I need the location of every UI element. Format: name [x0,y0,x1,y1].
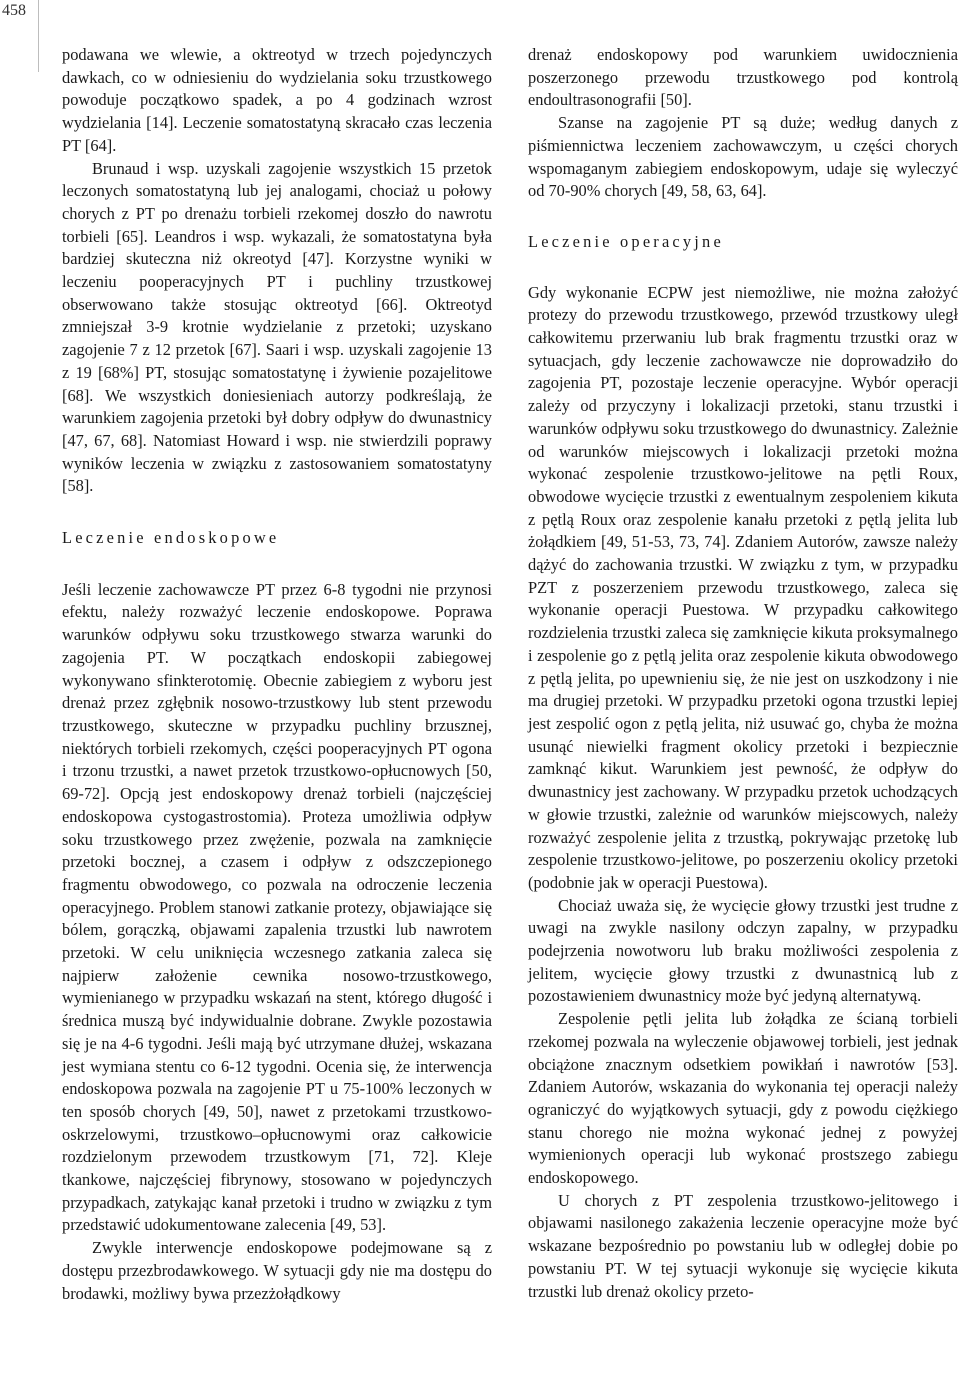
left-paragraph-2: Brunaud i wsp. uzyskali zagojenie wszystkich 15 przetok leczonych somatostatyną lub jej analogami, chociaż u połowy chorych z PT po drenażu torbieli rzekomej doszło do nawrotu torbieli [65]. Leandros i wsp. wykazali, że somatostatyna była bardziej skuteczna niż okreotyd [47]. Korzystne wyniki w leczeniu pooperacyjnych PT i puchliny trzustkowej obserwowano także stosując oktreotyd [66]. Oktreotyd zmniejszał 3-9 krotnie wydzielanie z przetoki; uzyskano zagojenie 7 z 12 przetok [67]. Saari i wsp. uzyskali zagojenie 13 z 19 [68%] PT, stosując somatostatynę i żywienie pozajelitowe [68]. We wszystkich doniesieniach autorzy podkreślają, że warunkiem zagojenia przetoki był dobry odpływ do dwunastnicy [47, 67, 68]. Natomiast Howard i wsp. nie stwierdzili poprawy wyników leczenia w związku z zastosowaniem somatostatyny [58]. [62,158,492,496]
left-paragraph-3: Jeśli leczenie zachowawcze PT przez 6-8 tygodni nie przynosi efektu, należy rozważyć leczenie endoskopowe. Poprawa warunków odpływu soku trzustkowego stwarza warunki do zagojenia PT. W początkach endoskopii zabiegowej wykonywano sfinkterotomię. Obecnie zabiegiem z wyboru jest drenaż przez zgłębnik nosowo-trzustkowy lub stent przewodu trzustkowego, skuteczne w przypadku puchliny brzusznej, niektórych torbieli rzekomych, części pooperacyjnych PT ogona i trzonu trzustki, a nawet przetok trzustkowo-opłucnowych [50, 69-72]. Opcją jest endoskopowy drenaż torbieli (najczęściej endoskopowa cystogastrostomia). Proteza umożliwia odpływ soku trzustkowego przez zwężenie, pozwala na zamknięcie przetoki bocznej, a czasem i odpływ z odszczepionego fragmentu obwodowego, co pozwala na odroczenie leczenia operacyjnego. Problem stanowi zatkanie protezy, objawiające się bólem, gorączką, objawami zapalenia trzustki lub nawrotem przetoki. W celu uniknięcia wczesnego zatkania zaleca się najpierw założenie cewnika nosowo-trzustkowego, wymienianego w przypadku wskazań na stent, którego długość i średnica muszą być indywidualnie dobrane. Zwykle pozostawia się je na 4-6 tygodni. Jeśli mają być utrzymane dłużej, wskazana jest wymiana stentu co 6-12 tygodni. Ocenia się, że interwencja endoskopowa pozwala na zagojenie PT u 75-100% leczonych w ten sposób chorych [49, 50], nawet z przetokami trzustkowo-oskrzelowymi, trzustkowo–opłucnowymi oraz całkowicie rozdzielonym przewodem trzustkowym [71, 72]. Kleje tkankowe, najczęściej fibrynowy, stosowano w pojedynczych przypadkach, zatykając kanał przetoki i trudno w związku z tym przedstawić udokumentowane zalecenia [49, 53]. [62,579,492,1235]
right-column [528,44,958,1303]
left-paragraph-1: podawana we wlewie, a oktreotyd w trzech pojedynczych dawkach, co w odniesieniu do wydzielania soku trzustkowego powoduje początkowo spadek, a po 4 godzinach wzrost wydzielania [14]. Leczenie somatostatyną skracało czas leczenia PT [64]. [62,45,492,155]
right-paragraph-3: Gdy wykonanie ECPW jest niemożliwe, nie można założyć protezy do przewodu trzustkowego, przewód trzustkowy uległ całkowitemu przerwaniu lub brak fragmentu trzustki oraz w sytuacjach, gdy leczenie zachowawcze nie doprowadziło do zagojenia PT, pozostaje leczenie operacyjne. Wybór operacji zależy od przyczyny i lokalizacji przetoki, stanu trzustki i warunków odpływu soku trzustkowego do dwunastnicy. Zależnie od warunków miejscowych i lokalizacji przetoki można wykonać zespolenie trzustkowo-jelitowe na pętli Roux, obwodowe wycięcie trzustki z ewentualnym zespoleniem kikuta z pętlą Roux oraz zespolenie kanału przetoki z pętlą jelita lub żołądkiem [49, 51-53, 73, 74]. Zdaniem Autorów, zawsze należy dążyć do zachowania trzustki. W związku z tym, w przypadku PZT z poszerzeniem przewodu trzustkowego, zaleca się wykonanie operacji Puestowa. W przypadku całkowitego rozdzielenia trzustki zaleca się zamknięcie kikuta proksymalnego i zespolenie go z pętlą jelita oraz zespolenie kikuta obwodowego z pętlą jelita, po upewnieniu się, że nie jest on uszkodzony i nie ma drugiej przetoki. W przypadku przetoki ogona trzustki lepiej jest zespolić ogon z pętlą jelita, niż usuwać go, chyba że można usunąć niewielki fragment okolicy przetoki i bezpiecznie zamknąć kikut. Warunkiem jest pewność, że odpływ do dwunastnicy jest zachowany. W przypadku przetok uchodzących w głowie trzustki, zależnie od warunków miejscowych, należy rozważyć zespolenie jelita z trzustką, pokrywając przetokę lub zespolenie trzustkowo-jelitowe, po poszerzeniu okolicy przetoki (podobnie jak w operacji Puestowa). [528,282,958,892]
page-number: 458 [2,2,26,19]
section-heading-endoscopic: Leczenie endoskopowe [62,528,280,548]
section-heading-surgical: Leczenie operacyjne [528,231,724,251]
page-number-divider [38,0,39,72]
right-paragraph-5: Zespolenie pętli jelita lub żołądka ze ścianą torbieli rzekomej pozwala na wyleczenie objawowej torbieli, jest jednak obciążone znacznym odsetkiem powikłań i nawrotów [53]. Zdaniem Autorów, wskazania do wykonania tej operacji należy ograniczyć do wyjątkowych sytuacji, gdy z powodu ciężkiego stanu chorego nie można wykonać jednej z powyżej wymienionych operacji lub wykonać prostszego zabiegu endoskopowego. [528,1009,958,1188]
right-paragraph-2: Szanse na zagojenie PT są duże; według danych z piśmiennictwa leczeniem zachowawczym, u części chorych wspomaganym zabiegiem endoskopowym, udaje się wyleczyć od 70-90% chorych [49, 58, 63, 64]. [528,113,958,201]
left-column [62,44,492,1305]
right-paragraph-1: drenaż endoskopowy pod warunkiem uwidocznienia poszerzonego przewodu trzustkowego pod kontrolą endoultrasonografii [50]. [528,45,958,110]
right-paragraph-4: Chociaż uważa się, że wycięcie głowy trzustki jest trudne z uwagi na zwykle nasilony odczyn zapalny, w przypadku podejrzenia nowotworu lub braku możliwości zespolenia z jelitem, wycięcie głowy trzustki z dwunastnicą lub z pozostawieniem dwunastnicy może być jedyną alternatywą. [528,895,958,1006]
right-paragraph-6: U chorych z PT zespolenia trzustkowo-jelitowego i objawami nasilonego zakażenia leczenie operacyjne może być wskazane bezpośrednio po powstaniu lub w odległej dobie po powstaniu PT. W tej sytuacji wykonuje się wycięcie kikuta trzustki lub drenaż okolicy przeto- [528,1190,958,1301]
left-paragraph-4: Zwykle interwencje endoskopowe podejmowane są z dostępu przezbrodawkowego. W sytuacji gdy nie ma dostępu do brodawki, możliwy bywa przezżołądkowy [62,1238,492,1303]
